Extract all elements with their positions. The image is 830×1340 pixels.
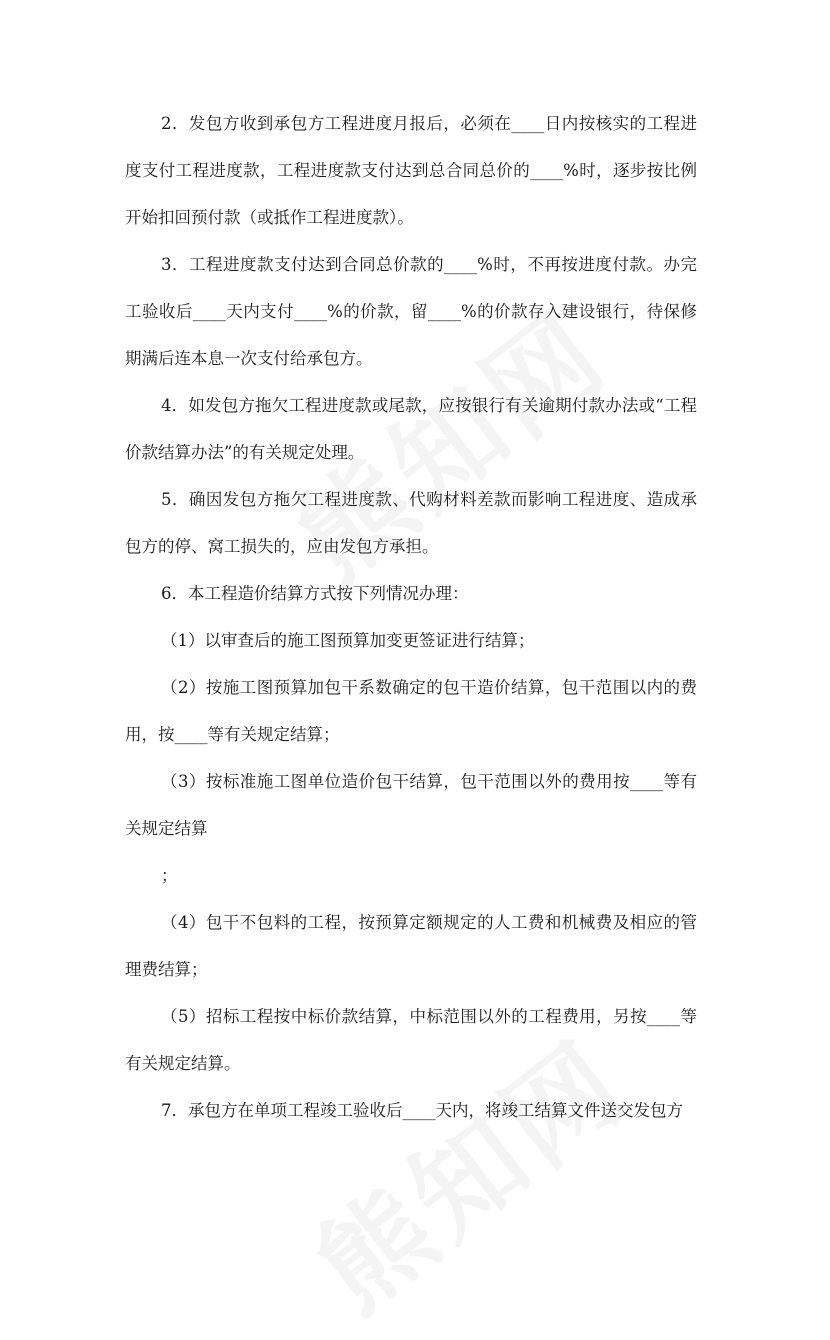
paragraph-item-1: （1）以审查后的施工图预算加变更签证进行结算； <box>161 631 535 650</box>
paragraph-clause-6: 6．本工程造价结算方式按下列情况办理： <box>161 584 469 603</box>
paragraph-item-3: （3）按标准施工图单位造价包干结算，包干范围以外的费用按____等有关规定结算 <box>125 772 697 838</box>
paragraph-clause-3: 3．工程进度款支付达到合同总价款的____%时，不再按进度付款。办完工验收后____天内支付____%的价款，留____%的价款存入建设银行，待保修期满后连本息一次支付给承包方。 <box>125 255 697 368</box>
paragraph-clause-2: 2．发包方收到承包方工程进度月报后，必须在____日内按核实的工程进度支付工程进度款，工程进度款支付达到总合同总价的____%时，逐步按比例开始扣回预付款（或抵作工程进度款）。 <box>125 114 697 227</box>
paragraph-clause-5: 5．确因发包方拖欠工程进度款、代购材料差款而影响工程进度、造成承包方的停、窝工损失的，应由发包方承担。 <box>125 490 697 556</box>
paragraph-item-2: （2）按施工图预算加包干系数确定的包干造价结算，包干范围以内的费用，按____等有关规定结算； <box>125 678 697 744</box>
document-body <box>125 100 697 1134</box>
paragraph-item-4: （4）包干不包料的工程，按预算定额规定的人工费和机械费及相应的管理费结算； <box>125 913 697 979</box>
paragraph-semicolon: ； <box>161 866 178 885</box>
paragraph-clause-4: 4．如发包方拖欠工程进度款或尾款，应按银行有关逾期付款办法或“工程价款结算办法”的有关规定处理。 <box>125 396 697 462</box>
paragraph-clause-7: 7．承包方在单项工程竣工验收后____天内，将竣工结算文件送交发包方 <box>161 1101 683 1120</box>
paragraph-item-5: （5）招标工程按中标价款结算，中标范围以外的工程费用，另按____等有关规定结算。 <box>125 1007 697 1073</box>
